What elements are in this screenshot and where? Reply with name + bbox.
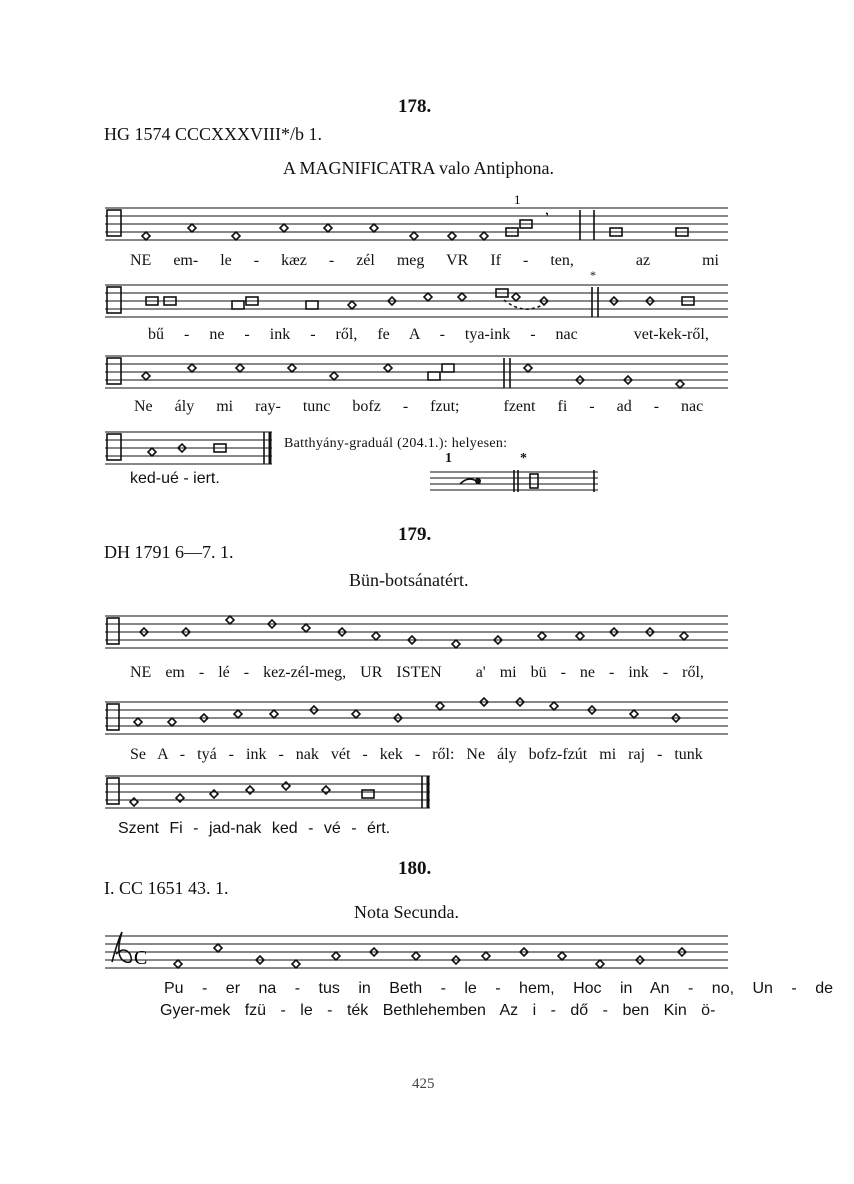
section-title-180: Nota Secunda. [354,902,459,922]
section-title-179: Bün-botsánatért. [349,570,469,590]
lyric-179-1: NE em - lé - kez-zél-meg, UR ISTEN a' mi bü - ne - ink - ről, [130,664,704,681]
section-number-178: 178. [398,96,432,117]
source-reference-178: HG 1574 CCCXXXVIII*/b 1. [104,124,322,144]
inset-mark-star: * [520,451,527,466]
mark-star-178: * [590,268,596,282]
lyric-178-4: ked-ué - iert. [130,470,220,487]
lyric-178-3: Ne ály mi ray- tunc bofz - fzut; fzent fi - ad - nac [134,398,704,415]
lyric-179-3: Szent Fi - jad-nak ked - vé - ért. [118,820,391,837]
inset-mark-1: 1 [445,451,452,466]
lyric-179-2: Se A - tyá - ink - nak vét - kek - ről: Ne ály bofz-fzút mi raj - tunk [130,746,703,763]
breath-comma: , [545,201,549,218]
source-reference-179: DH 1791 6—7. 1. [104,542,234,562]
batthyany-note: Batthyány-graduál (204.1.): helyesen: [284,436,508,451]
treble-clef-sign [112,932,131,962]
page-number: 425 [412,1076,435,1092]
lyric-178-1: NE em- le - kæz - zél meg VR If - ten, az mi [130,252,719,269]
notes [174,944,686,968]
lyric-180-2: Gyer-mek fzü - le - ték Bethlehemben Az i - dő - ben Kin ö- [160,1002,716,1019]
time-signature-c: C [134,947,148,969]
mark-1: 1 [514,192,521,207]
section-title-178: A MAGNIFICATRA valo Antiphona. [283,158,555,178]
source-reference-180: I. CC 1651 43. 1. [104,878,229,898]
lyric-180-1: Pu - er na - tus in Beth - le - hem, Hoc in An - no, Un - de [164,980,833,997]
section-number-180: 180. [398,858,432,879]
lyric-178-2: bű - ne - ink - ről, fe A - tya-ink - nac vet-kek-ről, [148,326,709,343]
section-number-179: 179. [398,524,432,545]
